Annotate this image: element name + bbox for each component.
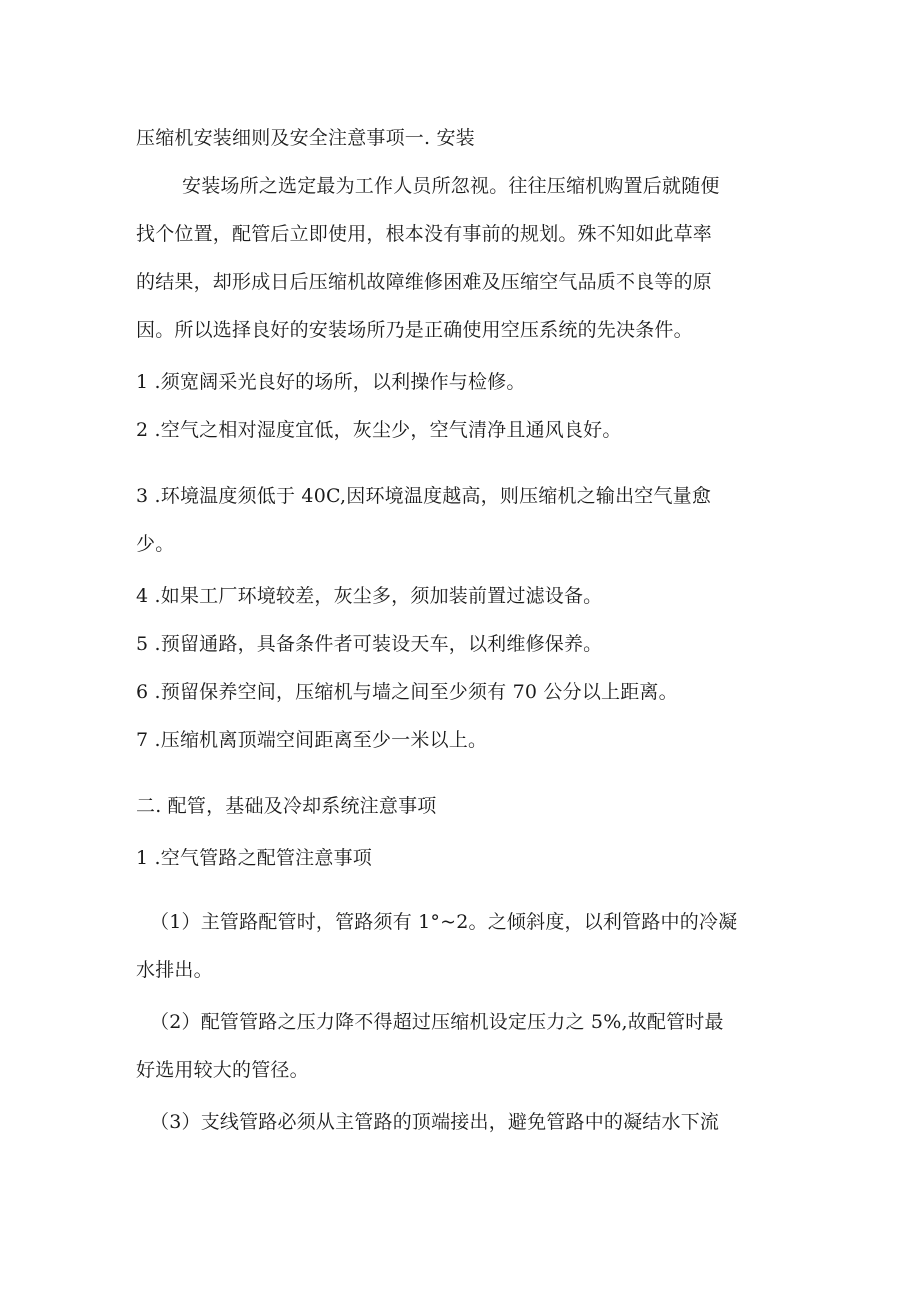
section-2-item-1: 1 .空气管路之配管注意事项 xyxy=(136,847,372,869)
list-item-5: 5 .预留通路，具备条件者可装设天车，以利维修保养。 xyxy=(136,633,603,655)
sub-item-2-continued: 好选用较大的管径。 xyxy=(136,1059,309,1081)
sub-item-2: （2）配管管路之压力降不得超过压缩机设定压力之 5%,故配管时最 xyxy=(150,1011,724,1033)
section-2-title: 二. 配管，基础及冷却系统注意事项 xyxy=(136,795,437,817)
list-item-4: 4 .如果工厂环境较差，灰尘多，须加装前置过滤设备。 xyxy=(136,585,603,607)
list-item-1: 1 .须宽阔采光良好的场所，以利操作与检修。 xyxy=(136,371,526,393)
list-item-6: 6 .预留保养空间，压缩机与墙之间至少须有 70 公分以上距离。 xyxy=(136,681,678,703)
sub-item-1: （1）主管路配管时，管路须有 1°~2。之倾斜度，以利管路中的冷凝 xyxy=(150,911,738,933)
sub-item-3: （3）支线管路必须从主管路的顶端接出，避免管路中的凝结水下流 xyxy=(150,1111,720,1133)
intro-line-2: 找个位置，配管后立即使用，根本没有事前的规划。殊不知如此草率 xyxy=(136,223,713,245)
intro-line-1: 安装场所之选定最为工作人员所忽视。往往压缩机购置后就随便 xyxy=(182,175,720,197)
intro-line-3: 的结果，却形成日后压缩机故障维修困难及压缩空气品质不良等的原 xyxy=(136,271,713,293)
list-item-2: 2 .空气之相对湿度宜低，灰尘少，空气清净且通风良好。 xyxy=(136,419,622,441)
list-item-3-continued: 少。 xyxy=(136,533,175,555)
list-item-3: 3 .环境温度须低于 40C,因环境温度越高，则压缩机之输出空气量愈 xyxy=(136,485,712,507)
sub-item-1-continued: 水排出。 xyxy=(136,959,213,981)
intro-line-4: 因。所以选择良好的安装场所乃是正确使用空压系统的先决条件。 xyxy=(136,319,693,341)
document-title: 压缩机安装细则及安全注意事项一. 安装 xyxy=(136,127,475,149)
list-item-7: 7 .压缩机离顶端空间距离至少一米以上。 xyxy=(136,729,488,751)
